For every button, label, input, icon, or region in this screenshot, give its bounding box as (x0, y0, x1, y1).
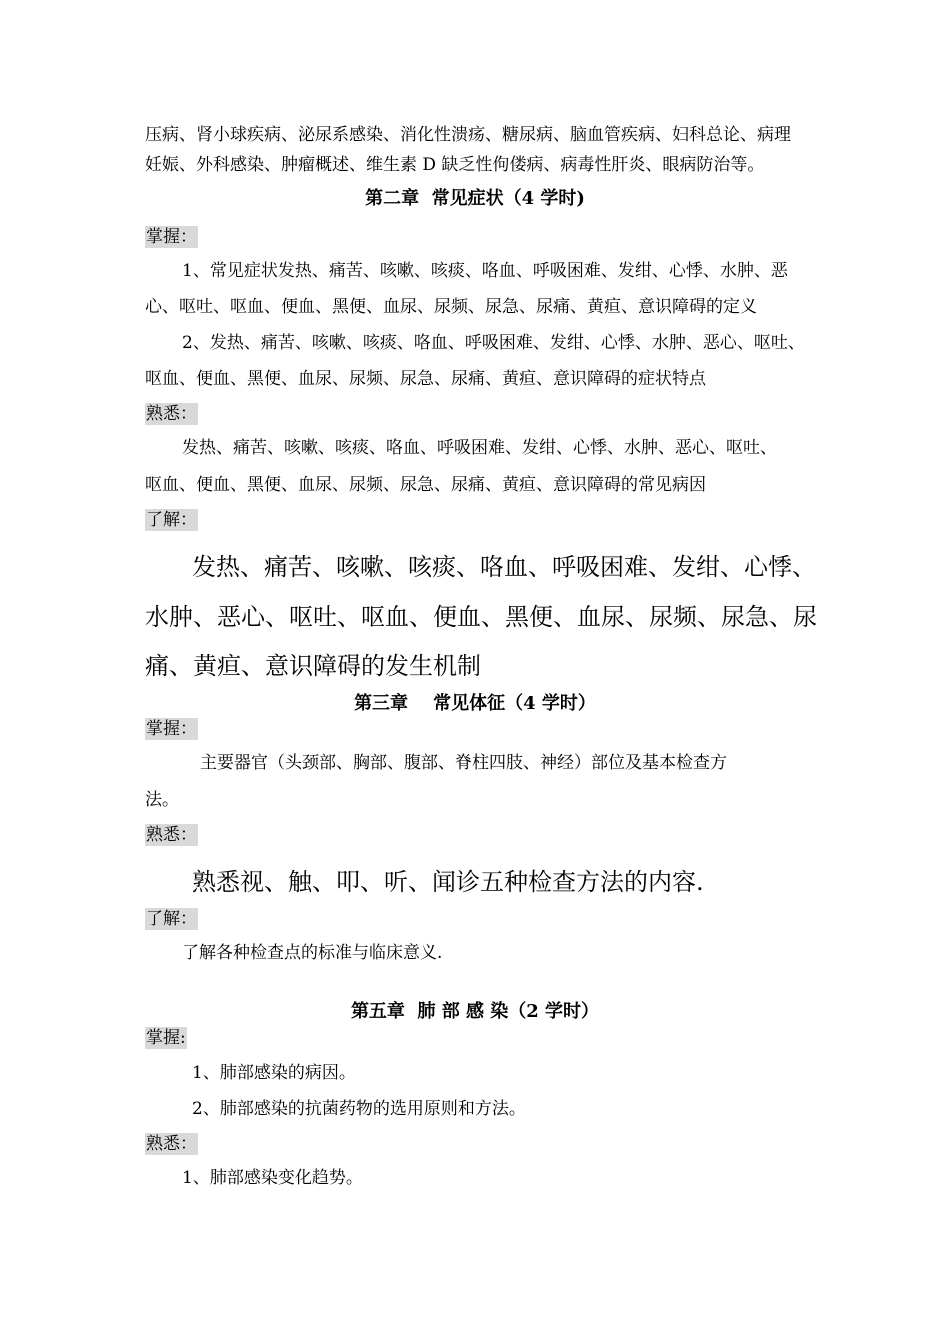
ch3-master-label: 掌握： (146, 719, 197, 739)
chapter-2-title: 第二章 常见症状（4 学时) (365, 188, 585, 209)
intro-line-2: 妊娠、外科感染、肿瘤概述、维生素 D 缺乏性佝偻病、病毒性肝炎、眼病防治等。 (145, 155, 765, 175)
ch2-know-label: 了解： (146, 510, 197, 530)
ch2-master-item-2b: 呕血、便血、黑便、血尿、尿频、尿急、尿痛、黄疸、意识障碍的症状特点 (145, 369, 706, 389)
ch2-familiar-item-a: 发热、痛苦、咳嗽、咳痰、咯血、呼吸困难、发绀、心悸、水肿、恶心、呕吐、 (182, 438, 777, 458)
ch3-familiar-item: 熟悉视、触、叩、听、闻诊五种检查方法的内容. (192, 868, 704, 896)
ch2-familiar-label: 熟悉： (146, 404, 197, 424)
ch3-familiar-label: 熟悉： (146, 825, 197, 845)
ch5-master-label: 掌握: (146, 1028, 186, 1048)
ch2-know-item-b: 水肿、恶心、呕吐、呕血、便血、黑便、血尿、尿频、尿急、尿 (145, 603, 817, 631)
chapter-3-title: 第三章 常见体征（4 学时） (354, 693, 596, 714)
ch2-familiar-item-b: 呕血、便血、黑便、血尿、尿频、尿急、尿痛、黄疸、意识障碍的常见病因 (145, 475, 706, 495)
ch2-master-item-1b: 心、呕吐、呕血、便血、黑便、血尿、尿频、尿急、尿痛、黄疸、意识障碍的定义 (145, 297, 757, 317)
ch3-master-item-b: 法。 (145, 790, 179, 810)
ch2-master-item-2a: 2、发热、痛苦、咳嗽、咳痰、咯血、呼吸困难、发绀、心悸、水肿、恶心、呕吐、 (182, 333, 805, 353)
ch5-familiar-label: 熟悉： (146, 1134, 197, 1154)
ch5-master-item-1: 1、肺部感染的病因。 (192, 1063, 356, 1083)
ch3-master-item-a: 主要器官（头颈部、胸部、腹部、脊柱四肢、神经）部位及基本检查方 (200, 753, 727, 773)
ch2-master-item-1a: 1、常见症状发热、痛苦、咳嗽、咳痰、咯血、呼吸困难、发绀、心悸、水肿、恶 (182, 261, 788, 281)
ch3-know-label: 了解： (146, 909, 197, 929)
intro-line-1: 压病、肾小球疾病、泌尿系感染、消化性溃疡、糖尿病、脑血管疾病、妇科总论、病理 (145, 125, 791, 145)
ch5-familiar-item-1: 1、肺部感染变化趋势。 (182, 1168, 363, 1188)
ch2-master-label: 掌握： (146, 227, 197, 247)
ch3-know-item: 了解各种检查点的标准与临床意义. (182, 943, 443, 963)
ch2-know-item-a: 发热、痛苦、咳嗽、咳痰、咯血、呼吸困难、发绀、心悸、 (192, 553, 816, 581)
chapter-5-title: 第五章 肺 部 感 染（2 学时） (350, 1001, 600, 1022)
ch2-know-item-c: 痛、黄疸、意识障碍的发生机制 (145, 652, 481, 680)
ch5-master-item-2: 2、肺部感染的抗菌药物的选用原则和方法。 (192, 1099, 526, 1119)
